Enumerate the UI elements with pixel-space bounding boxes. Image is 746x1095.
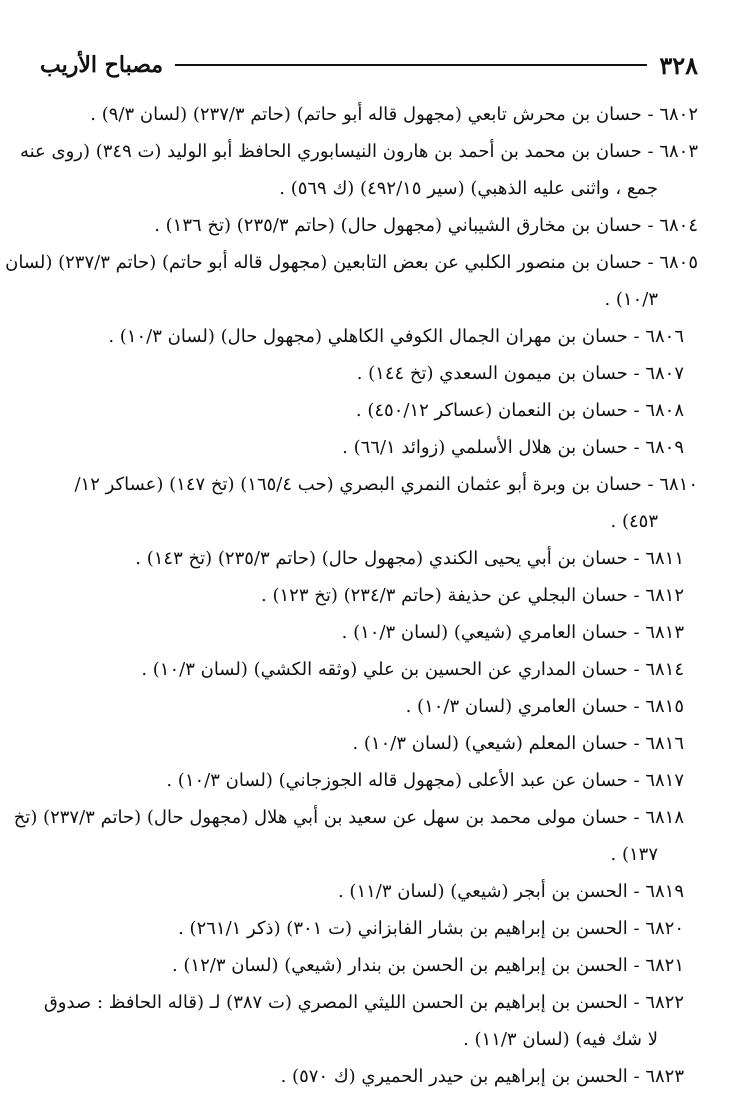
entry-line: ٦٨٠٣ - حسان بن محمد بن أحمد بن هارون النيسابوري الحافظ أبو الوليد (ت ٣٤٩) (روى عنه	[19, 141, 698, 162]
entry-line: ٦٨٠٩ - حسان بن هلال الأسلمي (زوائد ٦٦/١) .	[342, 437, 684, 458]
entry-line: ٦٨١٣ - حسان العامري (شيعي) (لسان ١٠/٣) .	[341, 622, 684, 643]
entry	[40, 651, 698, 688]
entry	[40, 614, 698, 651]
entry	[13, 799, 698, 873]
entry-line: ٦٨١٧ - حسان عن عبد الأعلى (مجهول قاله الجوزجاني) (لسان ١٠/٣) .	[166, 770, 684, 791]
entry-line: ٦٨١٨ - حسان مولى محمد بن سهل عن سعيد بن أبي هلال (مجهول حال) (حاتم ٢٣٧/٣) (تخ	[13, 807, 684, 828]
entry-line: ٦٨١٦ - حسان المعلم (شيعي) (لسان ١٠/٣) .	[352, 733, 684, 754]
entry-continuation-line: ١٣٧) .	[610, 844, 658, 865]
entry	[40, 392, 698, 429]
entry-line: ٦٨١٤ - حسان المداري عن الحسين بن علي (وثقه الكشي) (لسان ١٠/٣) .	[141, 659, 684, 680]
entry-line: ٦٨٢١ - الحسن بن إبراهيم بن الحسن بن بندار (شيعي) (لسان ١٢/٣) .	[171, 955, 684, 976]
entry	[40, 725, 698, 762]
entry-line: ٦٨٠٢ - حسان بن محرش تابعي (مجهول قاله أبو حاتم) (حاتم ٢٣٧/٣) (لسان ٩/٣) .	[90, 104, 698, 125]
entry-line: ٦٨٢٢ - الحسن بن إبراهيم بن الحسن الليثي المصري (ت ٣٨٧) لـ (قاله الحافظ : صدوق	[43, 992, 684, 1013]
entry-line: ٦٨١٩ - الحسن بن أبجر (شيعي) (لسان ١١/٣) .	[337, 881, 684, 902]
entry	[40, 96, 698, 133]
entry-continuation-line: لا شك فيه) (لسان ١١/٣) .	[463, 1029, 658, 1050]
entry-line: ٦٨١٥ - حسان العامري (لسان ١٠/٣) .	[405, 696, 684, 717]
entry-line: ٦٨٠٨ - حسان بن النعمان (عساكر ٤٥٠/١٢) .	[355, 400, 684, 421]
entry-list	[5, 96, 698, 1095]
entry	[40, 577, 698, 614]
entry	[40, 762, 698, 799]
entry	[5, 244, 698, 318]
entry-continuation-line: ١٠/٣) .	[604, 289, 658, 310]
running-head	[40, 48, 698, 82]
entry	[19, 133, 698, 207]
entry	[40, 429, 698, 466]
entry-line: ٦٨٢٣ - الحسن بن إبراهيم بن حيدر الحميري (ك ٥٧٠) .	[280, 1066, 684, 1087]
entry-line: ٦٨١٠ - حسان بن وبرة أبو عثمان النمري البصري (حب ١٦٥/٤) (تخ ١٤٧) (عساكر ١٢/	[74, 474, 698, 495]
entry	[40, 355, 698, 392]
entry	[40, 540, 698, 577]
entry-line: ٦٨٠٥ - حسان بن منصور الكلبي عن بعض التابعين (مجهول قاله أبو حاتم) (حاتم ٢٣٧/٣) (لسان	[5, 252, 698, 273]
entry	[40, 947, 698, 984]
entry	[40, 873, 698, 910]
entry-continuation-line: ٤٥٣) .	[610, 511, 658, 532]
entry-line: ٦٨٠٤ - حسان بن مخارق الشيباني (مجهول حال) (حاتم ٢٣٥/٣) (تخ ١٣٦) .	[154, 215, 698, 236]
entry-line: ٦٨٠٧ - حسان بن ميمون السعدي (تخ ١٤٤) .	[356, 363, 684, 384]
header-rule	[175, 64, 647, 66]
entry-continuation-line: جمع ، واثنى عليه الذهبي) (سير ٤٩٢/١٥) (ك ٥٦٩) .	[279, 178, 658, 199]
entry	[40, 984, 698, 1058]
entry	[40, 318, 698, 355]
entry	[40, 910, 698, 947]
entry-line: ٦٨٢٠ - الحسن بن إبراهيم بن بشار الفابزاني (ت ٣٠١) (ذكر ٢٦١/١) .	[178, 918, 684, 939]
entry	[40, 466, 698, 540]
entry	[40, 207, 698, 244]
entry-line: ٦٨١١ - حسان بن أبي يحيى الكندي (مجهول حال) (حاتم ٢٣٥/٣) (تخ ١٤٣) .	[135, 548, 684, 569]
page-number: ٣٢٨	[659, 50, 698, 80]
entry-line: ٦٨١٢ - حسان البجلي عن حذيفة (حاتم ٢٣٤/٣) (تخ ١٢٣) .	[261, 585, 684, 606]
entry-line: ٦٨٠٦ - حسان بن مهران الجمال الكوفي الكاهلي (مجهول حال) (لسان ١٠/٣) .	[108, 326, 684, 347]
entry	[40, 688, 698, 725]
entry	[40, 1058, 698, 1095]
book-title: مصباح الأريب	[40, 52, 164, 78]
